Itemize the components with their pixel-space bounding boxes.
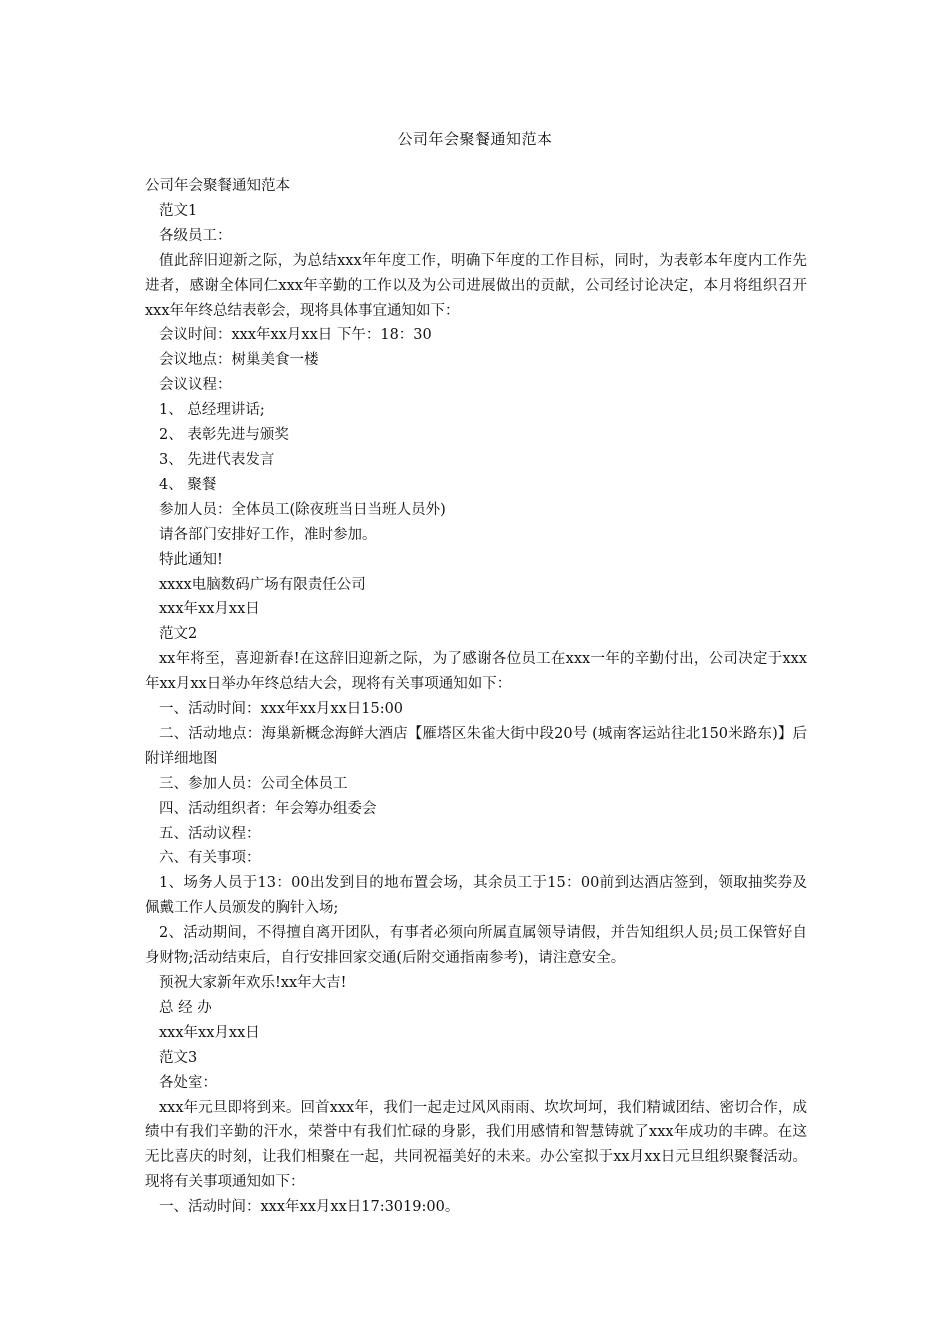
signature-date: xxx年xx月xx日 (159, 601, 260, 618)
text-line: 一、活动时间：xxx年xx月xx日17:3019:00。 (159, 1199, 460, 1216)
agenda-item: 3、 先进代表发言 (159, 451, 275, 468)
text-line: 四、活动组织者：年会筹办组委会 (159, 800, 377, 817)
agenda-item: 2、 表彰先进与颁奖 (159, 427, 289, 444)
text-line: 特此通知! (159, 551, 223, 568)
document-title: 公司年会聚餐通知范本 (397, 130, 553, 148)
salutation: 各级员工： (159, 227, 232, 244)
paragraph: xx年将至，喜迎新春!在这辞旧迎新之际，为了感谢各位员工在xxx一年的辛勤付出，公司决定于xxx年xx月xx日举办年终总结大会，现将有关事项通知如下： (145, 651, 807, 693)
paragraph: 2、活动期间，不得擅自离开团队，有事者必须向所属直属领导请假，并告知组织人员;员工保管好自身财物;活动结束后，自行安排回家交通(后附交通指南参考)，请注意安全。 (145, 925, 807, 967)
text-line: 会议时间：xxx年xx月xx日 下午：18：30 (159, 327, 432, 344)
body-heading: 公司年会聚餐通知范本 (145, 178, 290, 194)
signature-office: 总 经 办 (159, 999, 212, 1016)
text-line: 一、活动时间：xxx年xx月xx日15:00 (159, 701, 404, 718)
text-line: 会议地点：树巢美食一楼 (159, 352, 319, 369)
text-line: 预祝大家新年欢乐!xx年大吉! (159, 975, 347, 991)
agenda-item: 4、 聚餐 (159, 476, 217, 493)
text-line: 三、参加人员：公司全体员工 (159, 775, 348, 792)
text-line: 请各部门安排好工作，准时参加。 (159, 526, 377, 543)
paragraph: 值此辞旧迎新之际，为总结xxx年年度工作，明确下年度的工作目标，同时，为表彰本年度内工作先进者，感谢全体同仁xxx年辛勤的工作以及为公司进展做出的贡献，公司经讨论决定，本月将组织召开xxx年年终总结表彰会，现将具体事宜通知如下： (145, 252, 807, 319)
text-line: 六、有关事项： (159, 850, 261, 867)
text-line: 五、活动议程： (159, 825, 261, 842)
text-line: 会议议程： (159, 377, 232, 394)
section-heading-1: 范文1 (159, 202, 198, 219)
paragraph: 二、活动地点：海巢新概念海鲜大酒店【雁塔区朱雀大街中段20号 (城南客运站往北150米路东)】后附详细地图 (145, 725, 807, 767)
paragraph: xxx年元旦即将到来。回首xxx年，我们一起走过风风雨雨、坎坎坷坷，我们精诚团结、密切合作，成绩中有我们辛勤的汗水，荣誉中有我们忙碌的身影，我们用感情和智慧铸就了xxx年成功的丰碑。在这无比喜庆的时刻，让我们相聚在一起，共同祝福美好的未来。办公室拟于xx月xx日元旦组织聚餐活动。现将有关事项通知如下： (145, 1099, 807, 1191)
text-line: 参加人员：全体员工(除夜班当日当班人员外) (159, 501, 446, 518)
paragraph: 1、场务人员于13：00出发到目的地布置会场，其余员工于15：00前到达酒店签到，领取抽奖券及佩戴工作人员颁发的胸针入场; (145, 875, 807, 917)
agenda-item: 1、 总经理讲话; (159, 402, 265, 419)
section-heading-2: 范文2 (159, 626, 198, 643)
document-body (145, 174, 807, 1220)
salutation: 各处室： (159, 1074, 217, 1091)
signature-date: xxx年xx月xx日 (159, 1024, 260, 1041)
signature-company: xxxx电脑数码广场有限责任公司 (159, 576, 366, 593)
section-heading-3: 范文3 (159, 1049, 198, 1066)
